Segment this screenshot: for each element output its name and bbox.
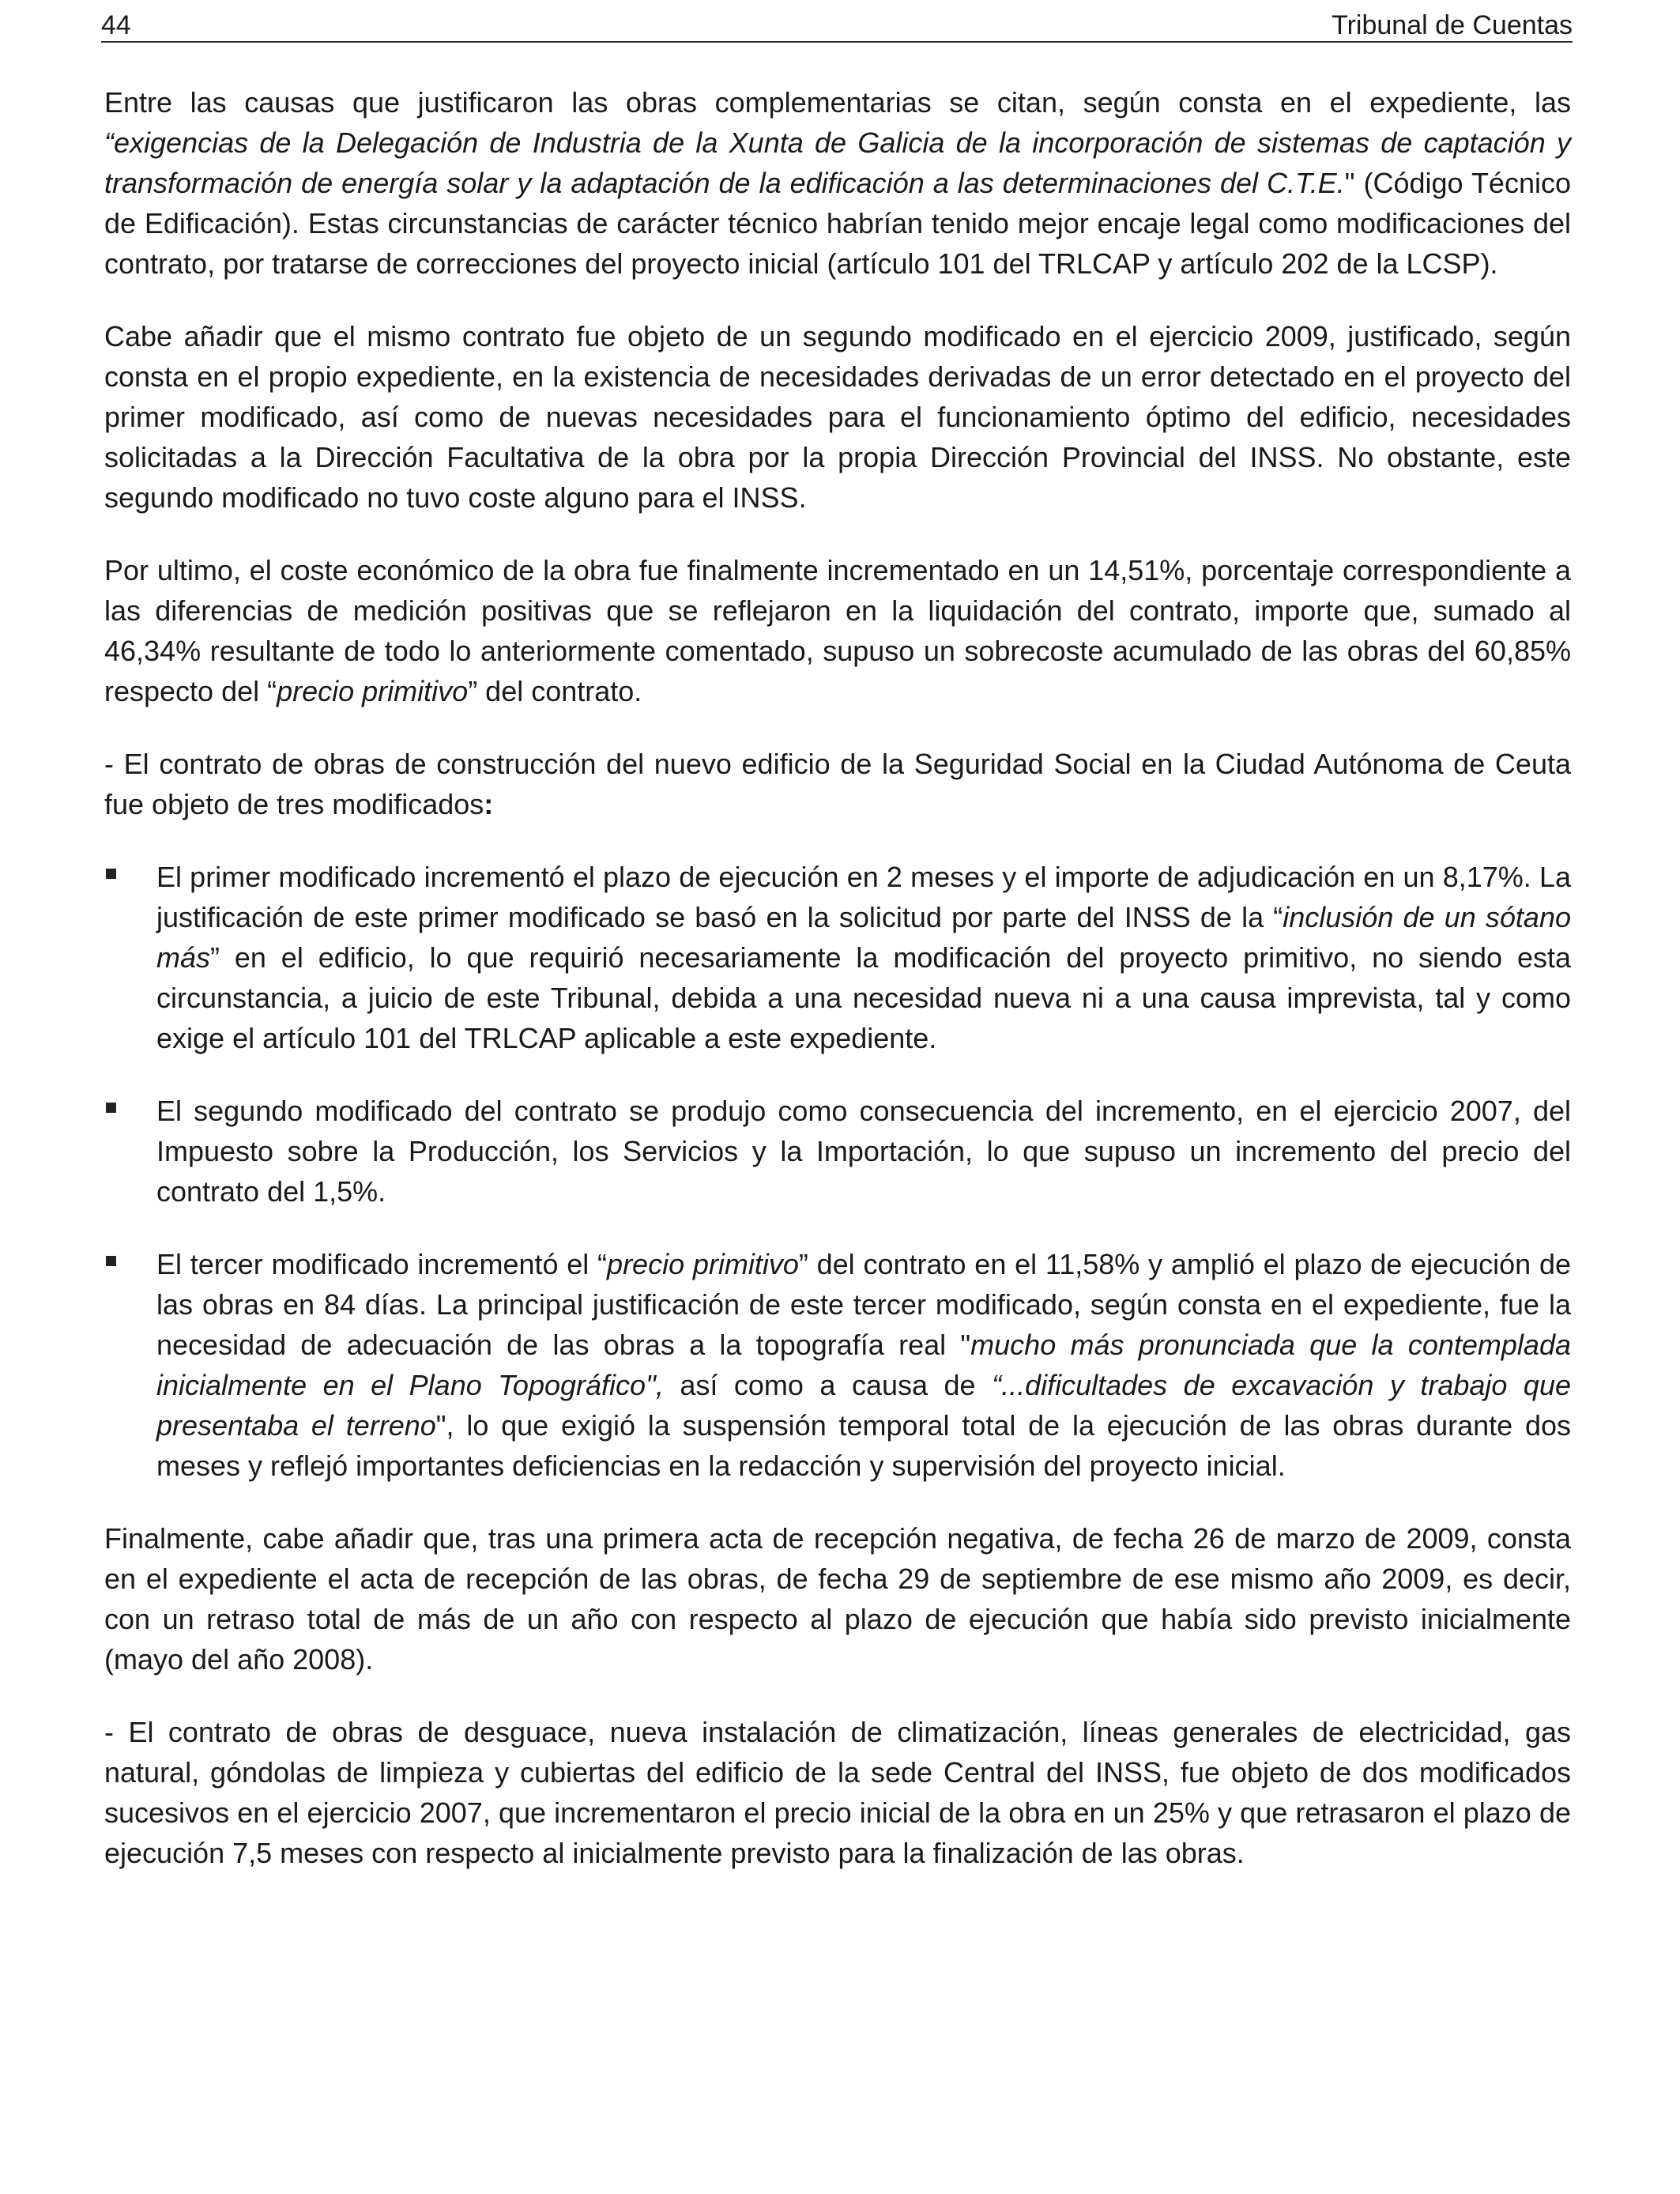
bullet-3-italic-b: precio primitivo	[607, 1248, 799, 1280]
bullet-3-italic-f: “...dificultades de excavación y trabajo que presentaba el terreno	[156, 1369, 1571, 1442]
bullet-2-text: El segundo modificado del contrato se produjo como consecuencia del incremento, en el ejercicio 2007, del Impuesto sobre la Producción, los Servicios y la Importación, lo que supuso un incremento del precio del contrato del 1,5%.	[156, 1095, 1571, 1208]
document-body	[104, 82, 1571, 1906]
paragraph-5: Finalmente, cabe añadir que, tras una primera acta de recepción negativa, de fecha 26 de marzo de 2009, consta en el expediente el acta de recepción de las obras, de fecha 29 de septiembre de ese mismo año 2009, es decir, con un retraso total de más de un año con respecto al plazo de ejecución que había sido previsto inicialmente (mayo del año 2008).	[104, 1522, 1571, 1676]
paragraph-4-colon: :	[484, 788, 494, 820]
bullet-square-icon	[106, 869, 116, 879]
paragraph-1-text-c: " (Código Técnico de Edificación). Estas circunstancias de carácter técnico habrían tenido mejor encaje legal como modificaciones del contrato, por tratarse de correcciones del proyecto inicial (artículo 101 del TRLCAP y artículo 202 de la LCSP).	[104, 167, 1571, 280]
bullet-square-icon	[106, 1103, 116, 1113]
page-header	[101, 8, 1573, 43]
bullet-3-text-a: El tercer modificado incrementó el “	[156, 1248, 608, 1280]
bullet-item-1	[104, 857, 1571, 1058]
bullet-3-text-e: así como a causa de	[663, 1369, 993, 1401]
bullet-3-text-g: ", lo que exigió la suspensión temporal total de la ejecución de las obras durante dos meses y reflejó importantes deficiencias en la redacción y supervisión del proyecto inicial.	[156, 1409, 1571, 1482]
paragraph-4	[104, 744, 1571, 824]
bullet-1-italic: inclusión de un sótano más	[156, 901, 1572, 974]
bullet-1-text-a: El primer modificado incrementó el plazo de ejecución en 2 meses y el importe de adjudicación en un 8,17%. La justificación de este primer modificado se basó en la solicitud por parte del INSS de la “	[156, 861, 1571, 933]
paragraph-4-text: - El contrato de obras de construcción del nuevo edificio de la Seguridad Social en la Ciudad Autónoma de Ceuta fue objeto de tres modificados	[104, 748, 1571, 820]
bullet-3-italic-d: mucho más pronunciada que la contemplada inicialmente en el Plano Topográfico",	[156, 1329, 1571, 1401]
running-title: Tribunal de Cuentas	[1332, 10, 1573, 40]
paragraph-3-text-c: ” del contrato.	[468, 675, 642, 707]
paragraph-3-italic: precio primitivo	[277, 675, 469, 707]
paragraph-6: - El contrato de obras de desguace, nueva instalación de climatización, líneas generales de electricidad, gas natural, góndolas de limpieza y cubiertas del edificio de la sede Central del INSS, fue objeto de dos modificados sucesivos en el ejercicio 2007, que incrementaron el precio inicial de la obra en un 25% y que retrasaron el plazo de ejecución 7,5 meses con respecto al inicialmente previsto para la finalización de las obras.	[104, 1716, 1571, 1869]
paragraph-1	[104, 82, 1571, 284]
bullet-square-icon	[106, 1256, 116, 1266]
paragraph-3-text-a: Por ultimo, el coste económico de la obra fue finalmente incrementado en un 14,51%, porcentaje correspondiente a las diferencias de medición positivas que se reflejaron en la liquidación del contrato, importe que, sumado al 46,34% resultante de todo lo anteriormente comentado, supuso un sobrecoste acumulado de las obras del 60,85% respecto del “	[104, 554, 1571, 707]
paragraph-2: Cabe añadir que el mismo contrato fue objeto de un segundo modificado en el ejercicio 2009, justificado, según consta en el propio expediente, en la existencia de necesidades derivadas de un error detectado en el proyecto del primer modificado, así como de nuevas necesidades para el funcionamiento óptimo del edificio, necesidades solicitadas a la Dirección Facultativa de la obra por la propia Dirección Provincial del INSS. No obstante, este segundo modificado no tuvo coste alguno para el INSS.	[104, 320, 1571, 514]
bullet-1-text-c: ” en el edificio, lo que requirió necesariamente la modificación del proyecto primitivo, no siendo esta circunstancia, a juicio de este Tribunal, debida a una necesidad nueva ni a una causa imprevista, tal y como exige el artículo 101 del TRLCAP aplicable a este expediente.	[156, 941, 1571, 1054]
page-number: 44	[101, 10, 131, 40]
paragraph-1-quote: “exigencias de la Delegación de Industria de la Xunta de Galicia de la incorporación de sistemas de captación y transformación de energía solar y la adaptación de la edificación a las determinaciones del C.T.E.	[104, 126, 1571, 199]
bullet-3-text-c: ” del contrato en el 11,58% y amplió el plazo de ejecución de las obras en 84 días. La principal justificación de este tercer modificado, según consta en el expediente, fue la necesidad de adecuación de las obras a la topografía real "	[156, 1248, 1571, 1361]
paragraph-1-text-a: Entre las causas que justificaron las obras complementarias se citan, según consta en el expediente, las	[104, 86, 1571, 119]
bullet-item-2	[104, 1091, 1571, 1212]
bullet-item-3	[104, 1244, 1571, 1486]
paragraph-3	[104, 550, 1571, 711]
